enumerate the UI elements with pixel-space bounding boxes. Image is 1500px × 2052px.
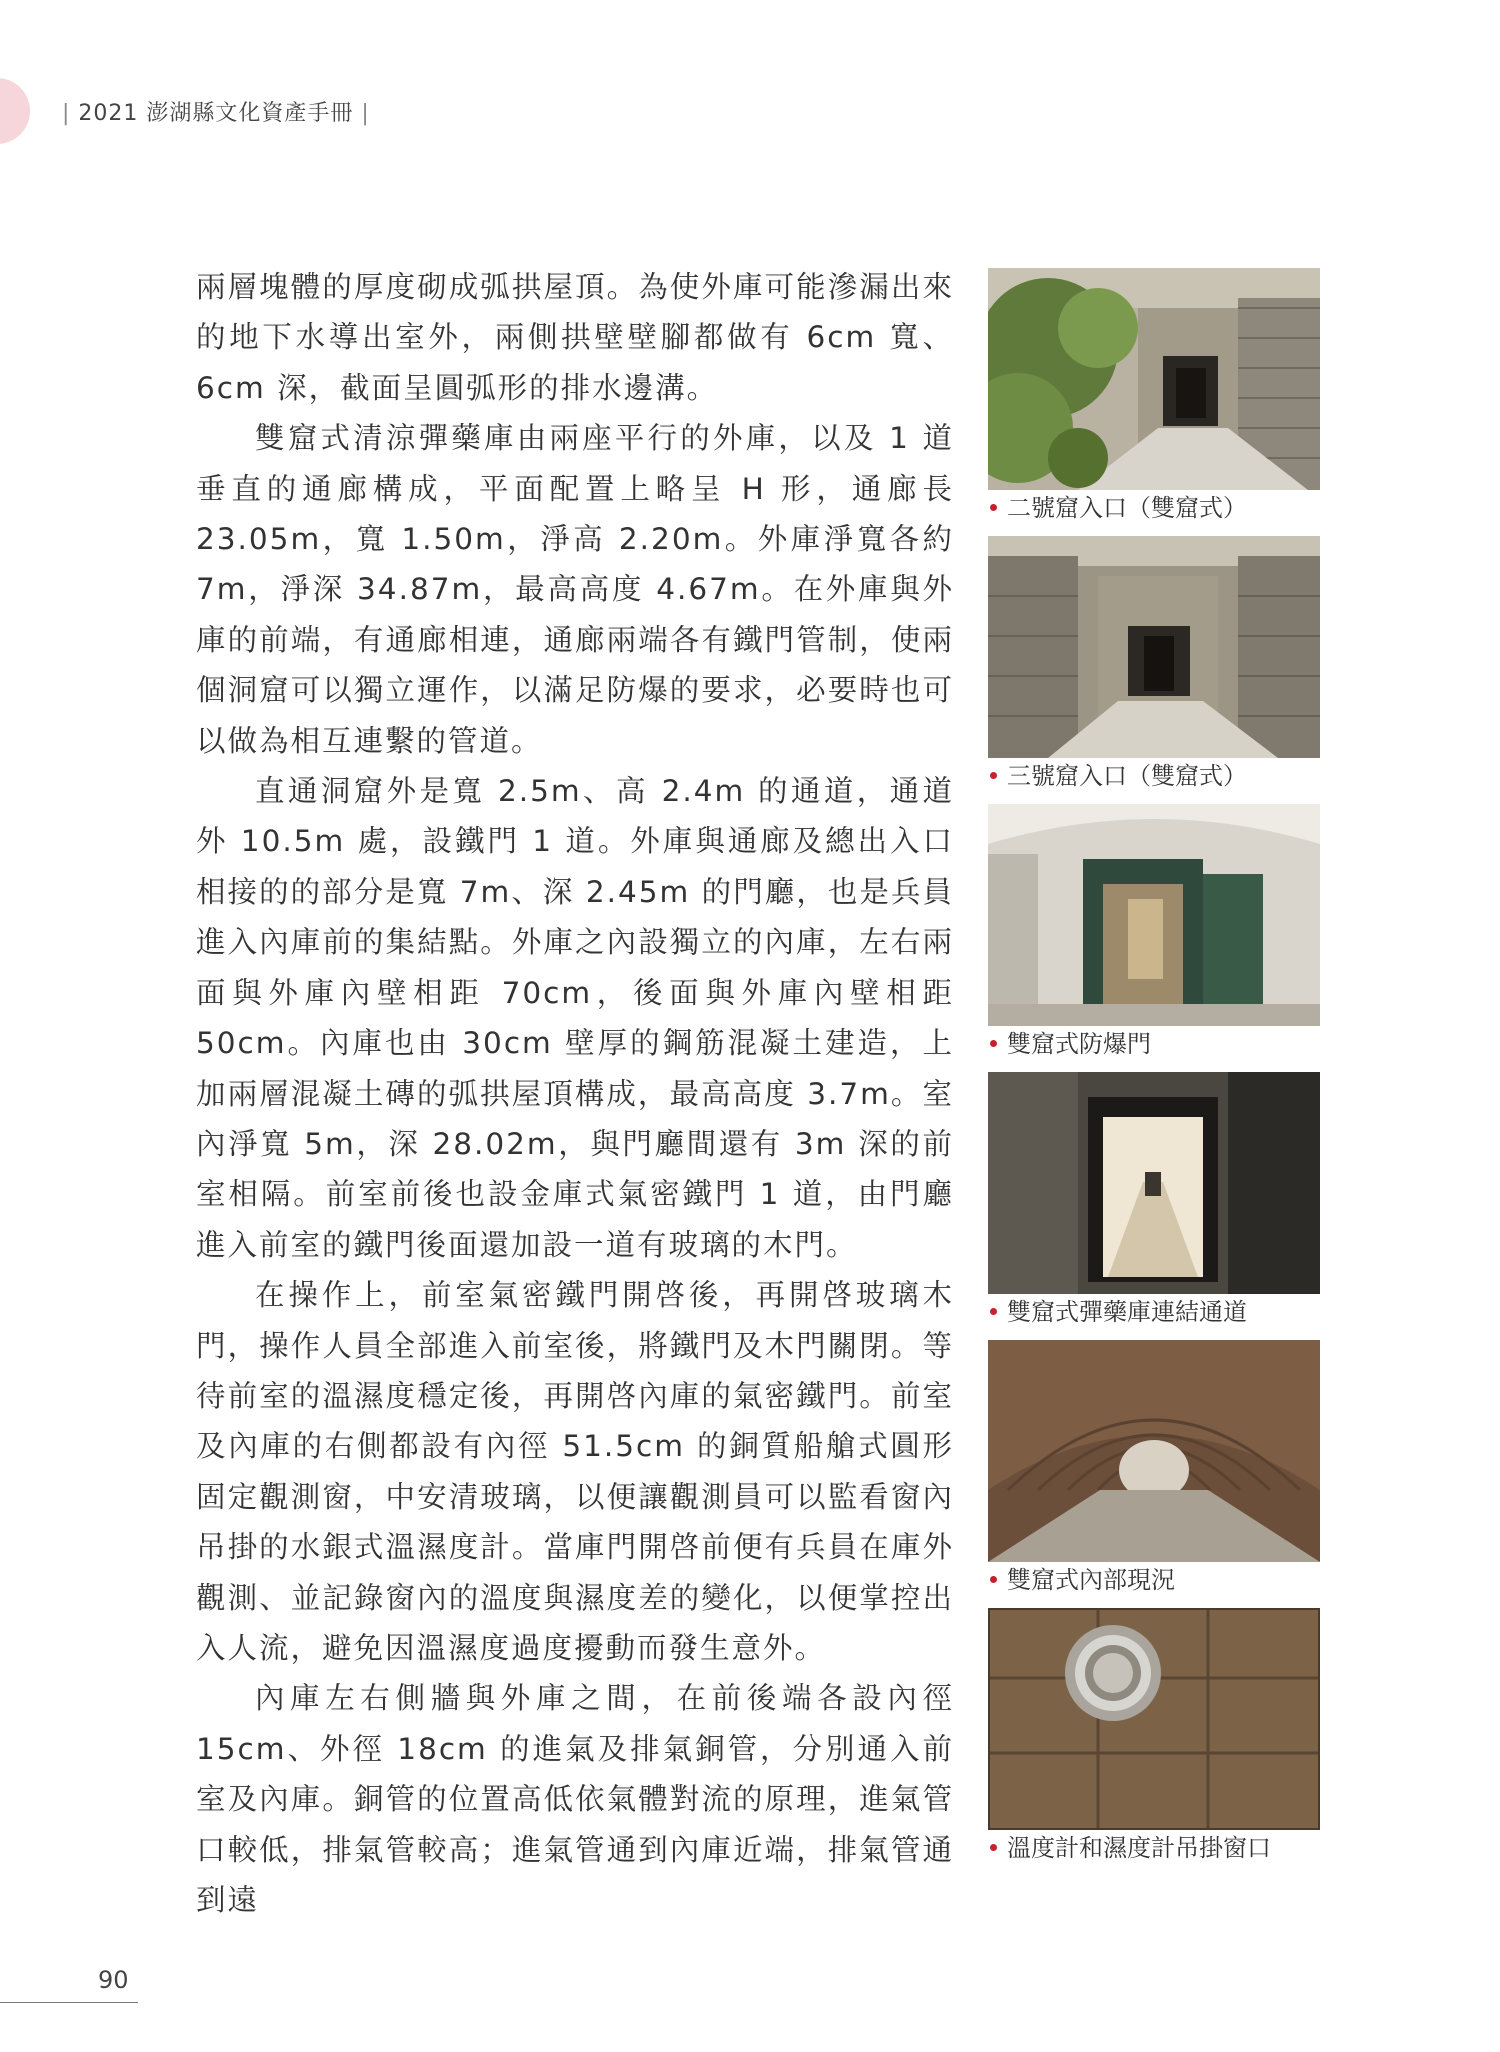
caption-bullet [990, 772, 997, 779]
footer-rule [0, 2002, 138, 2003]
paragraph-3: 直通洞窟外是寬 2.5m、高 2.4m 的通道，通道外 10.5m 處，設鐵門 1 道。外庫與通廊及總出入口相接的的部分是寬 7m、深 2.45m 的門廳，也是兵員進入內庫前的集結點。外庫之內設獨立的內庫，左右兩面與外庫內壁相距 70cm，後面與外庫內壁相距 50cm。內庫也由 30cm 壁厚的鋼筋混凝土建造，上加兩層混凝土磚的弧拱屋頂構成，最高高度 3.7m。室內淨寬 5m，深 28.02m，與門廳間還有 3m 深的前室相隔。前室前後也設金庫式氣密鐵門 1 道，由門廳進入前室的鐵門後面還加設一道有玻璃的木門。 [196, 774, 954, 1262]
corner-tab-decoration [0, 78, 30, 144]
header-divider-right: | [361, 101, 370, 126]
page-number: 90 [98, 1966, 129, 1994]
photo-connecting-passage [988, 1072, 1320, 1294]
paragraph-2: 雙窟式清涼彈藥庫由兩座平行的外庫，以及 1 道垂直的通廊構成，平面配置上略呈 H 形，通廊長 23.05m，寬 1.50m，淨高 2.20m。外庫淨寬各約 7m，淨深 34.87m，最高高度 4.67m。在外庫與外庫的前端，有通廊相連，通廊兩端各有鐵門管制，使兩個洞窟可以獨立運作，以滿足防爆的要求，必要時也可以做為相互連繫的管道。 [196, 421, 954, 758]
caption-figure-4: 雙窟式彈藥庫連結通道 [988, 1294, 1328, 1330]
photo-interior [988, 1340, 1320, 1562]
photo-tunnel-3-entrance [988, 536, 1320, 758]
running-header [54, 96, 378, 127]
paragraph-1: 兩層塊體的厚度砌成弧拱屋頂。為使外庫可能滲漏出來的地下水導出室外，兩側拱壁壁腳都做有 6cm 寬、6cm 深，截面呈圓弧形的排水邊溝。 [196, 270, 954, 405]
caption-figure-1: 二號窟入口（雙窟式） [988, 490, 1328, 526]
header-divider-left: | [62, 101, 71, 126]
caption-figure-2: 三號窟入口（雙窟式） [988, 758, 1328, 794]
photo-blast-door [988, 804, 1320, 1026]
article-body [196, 262, 954, 1925]
caption-bullet [990, 1576, 997, 1583]
caption-figure-6: 溫度計和濕度計吊掛窗口 [988, 1830, 1328, 1866]
caption-figure-5: 雙窟式內部現況 [988, 1562, 1328, 1598]
caption-bullet [990, 1844, 997, 1851]
photo-observation-window [988, 1608, 1320, 1830]
paragraph-5: 內庫左右側牆與外庫之間，在前後端各設內徑 15cm、外徑 18cm 的進氣及排氣銅管，分別通入前室及內庫。銅管的位置高低依氣體對流的原理，進氣管口較低，排氣管較高；進氣管通到內庫近端，排氣管通到遠 [196, 1681, 954, 1917]
caption-bullet [990, 1040, 997, 1047]
running-title: 2021 澎湖縣文化資產手冊 [78, 101, 354, 126]
caption-bullet [990, 504, 997, 511]
caption-bullet [990, 1308, 997, 1315]
photo-tunnel-2-entrance [988, 268, 1320, 490]
paragraph-4: 在操作上，前室氣密鐵門開啓後，再開啓玻璃木門，操作人員全部進入前室後，將鐵門及木門關閉。等待前室的溫濕度穩定後，再開啓內庫的氣密鐵門。前室及內庫的右側都設有內徑 51.5cm 的銅質船艙式圓形固定觀測窗，中安清玻璃，以便讓觀測員可以監看窗內吊掛的水銀式溫濕度計。當庫門開啓前便有兵員在庫外觀測、並記錄窗內的溫度與濕度差的變化，以便掌控出入人流，避免因溫濕度過度擾動而發生意外。 [196, 1278, 954, 1665]
caption-figure-3: 雙窟式防爆門 [988, 1026, 1328, 1062]
